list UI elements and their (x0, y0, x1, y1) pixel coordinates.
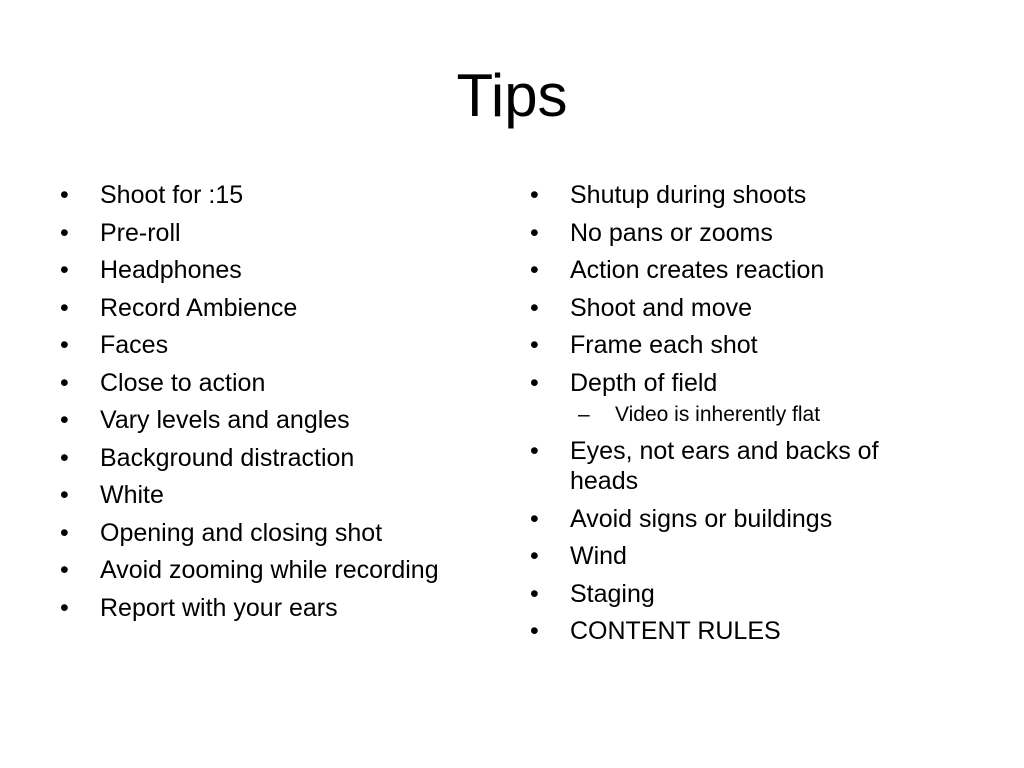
list-item (60, 330, 500, 360)
list-item-text: Shutup during shoots (570, 181, 807, 209)
bullet-icon: • (530, 504, 539, 533)
list-item-text: Avoid signs or buildings (570, 504, 833, 533)
list-item (530, 255, 950, 285)
bullet-icon: • (60, 406, 69, 434)
bullet-icon: • (530, 368, 539, 397)
list-item (530, 180, 950, 210)
bullet-icon: • (60, 481, 69, 509)
bullet-icon: • (530, 218, 539, 247)
left-bullet-list (60, 180, 500, 630)
sub-list-item-text: Video is inherently flat (615, 403, 821, 426)
list-item (60, 555, 500, 585)
sub-list-item (530, 402, 950, 428)
bullet-icon: • (60, 293, 69, 322)
list-item (60, 405, 500, 435)
list-item (60, 255, 500, 285)
list-item-text: Staging (570, 579, 655, 608)
bullet-icon: • (530, 542, 539, 570)
list-item (530, 330, 950, 360)
list-item (530, 218, 950, 248)
list-item (530, 293, 950, 323)
bullet-icon: • (60, 331, 69, 359)
bullet-icon: • (60, 256, 69, 284)
list-item (530, 504, 950, 534)
list-item-text: No pans or zooms (570, 218, 773, 247)
list-item-text: Avoid zooming while recording (100, 556, 439, 584)
list-item-text: Eyes, not ears and backs of heads (570, 437, 879, 495)
list-item (60, 218, 500, 248)
list-item-text: Report with your ears (100, 593, 338, 622)
bullet-icon: • (530, 437, 539, 465)
list-item (530, 579, 950, 609)
list-item-text: Pre-roll (100, 218, 181, 247)
list-item-text: Faces (100, 331, 169, 359)
list-item-text: Opening and closing shot (100, 518, 383, 547)
slide-title: Tips (456, 62, 568, 129)
list-item-text: Frame each shot (570, 331, 758, 359)
list-item (60, 180, 500, 210)
right-bullet-list (530, 180, 950, 654)
bullet-icon: • (530, 181, 539, 209)
bullet-icon: • (530, 331, 539, 359)
list-item (530, 616, 950, 646)
list-item-text: Headphones (100, 256, 242, 284)
list-item-text: Close to action (100, 368, 266, 397)
bullet-icon: • (530, 293, 539, 322)
list-item (60, 480, 500, 510)
list-item (60, 443, 500, 473)
dash-icon: – (578, 403, 590, 426)
list-item-text: Background distraction (100, 443, 355, 472)
bullet-icon: • (530, 617, 539, 645)
list-item-text: Wind (570, 542, 627, 570)
bullet-icon: • (530, 579, 539, 608)
list-item (530, 541, 950, 571)
list-item-text: Shoot for :15 (100, 181, 244, 209)
bullet-icon: • (60, 181, 69, 209)
list-item-text: Action creates reaction (570, 256, 825, 284)
bullet-icon: • (60, 368, 69, 397)
bullet-icon: • (60, 218, 69, 247)
list-item (60, 293, 500, 323)
list-item (60, 518, 500, 548)
bullet-icon: • (60, 593, 69, 622)
bullet-icon: • (530, 256, 539, 284)
bullet-icon: • (60, 443, 69, 472)
bullet-icon: • (60, 556, 69, 584)
list-item (60, 368, 500, 398)
list-item (60, 593, 500, 623)
list-item-text: CONTENT RULES (570, 617, 781, 645)
list-item (530, 436, 950, 496)
bullet-icon: • (60, 518, 69, 547)
list-item-text: Shoot and move (570, 293, 753, 322)
list-item (530, 368, 950, 398)
list-item-text: White (100, 481, 164, 509)
list-item-text: Vary levels and angles (100, 406, 350, 434)
list-item-text: Record Ambience (100, 293, 298, 322)
list-item-text: Depth of field (570, 368, 718, 397)
